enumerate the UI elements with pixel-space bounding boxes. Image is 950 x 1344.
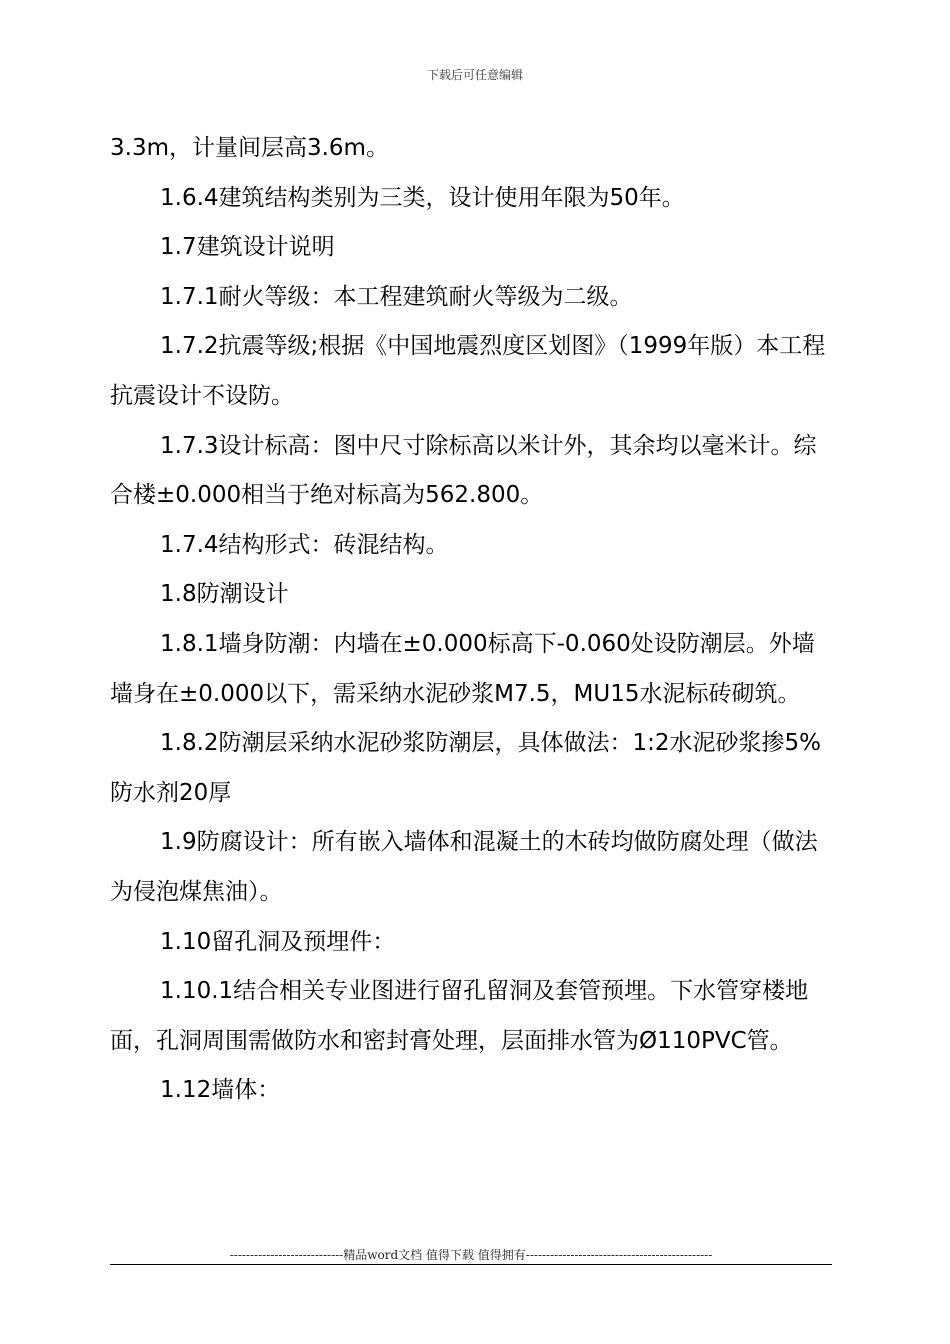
paragraph: 1.7.3设计标高：图中尺寸除标高以米计外，其余均以毫米计。综合楼±0.000相当于绝对标高为562.800。 xyxy=(110,432,817,509)
paragraph: 1.8.1墙身防潮：内墙在±0.000标高下-0.060处设防潮层。外墙墙身在±0.000以下，需采纳水泥砂浆M7.5，MU15水泥标砖砌筑。 xyxy=(110,630,815,707)
paragraph: 1.10.1结合相关专业图进行留孔留洞及套管预埋。下水管穿楼地面，孔洞周围需做防水和密封膏处理，层面排水管为Ø110PVC管。 xyxy=(110,978,809,1054)
page-footer: ----------------------------精品word文档 值得下载 值得拥有---------------------------------------------- xyxy=(229,1248,713,1262)
paragraph: 1.8.2防潮层采纳水泥砂浆防潮层，具体做法：1:2水泥砂浆掺5%防水剂20厚 xyxy=(110,730,822,806)
footer-rule xyxy=(110,1264,832,1265)
paragraph: 1.12墙体： xyxy=(160,1077,281,1104)
page-header: 下载后可任意编辑 xyxy=(426,68,523,82)
paragraph: 1.6.4建筑结构类别为三类，设计使用年限为50年。 xyxy=(160,184,685,211)
paragraph: 1.7.2抗震等级;根据《中国地震烈度区划图》（1999年版）本工程抗震设计不设防。 xyxy=(110,333,826,409)
paragraph: 1.7.1耐火等级：本工程建筑耐火等级为二级。 xyxy=(160,283,633,310)
paragraph: 1.7建筑设计说明 xyxy=(160,234,335,261)
paragraph: 1.8防潮设计 xyxy=(160,581,289,608)
paragraph: 1.10留孔洞及预埋件： xyxy=(160,928,396,955)
paragraph: 1.7.4结构形式：砖混结构。 xyxy=(160,531,449,558)
paragraph: 3.3m，计量间层高3.6m。 xyxy=(110,135,389,161)
document-body xyxy=(110,124,835,1116)
paragraph: 1.9防腐设计：所有嵌入墙体和混凝土的木砖均做防腐处理（做法为侵泡煤焦油）。 xyxy=(110,829,818,905)
